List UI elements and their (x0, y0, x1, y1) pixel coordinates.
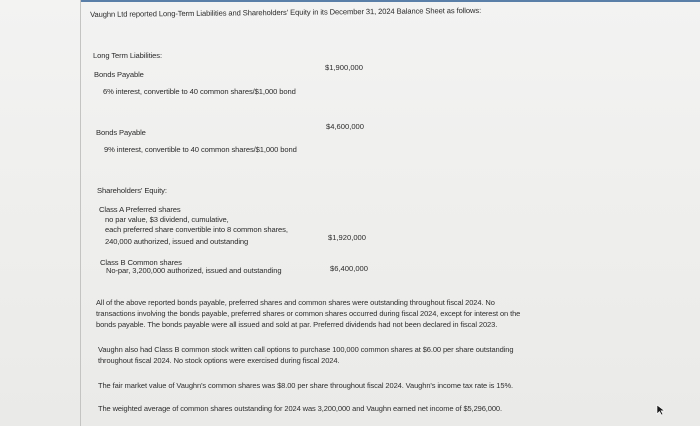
class-a-line-1: no par value, $3 dividend, cumulative, (105, 215, 229, 224)
class-a-line-2: each preferred share convertible into 8 common shares, (105, 225, 288, 234)
class-b-detail: No-par, 3,200,000 authorized, issued and outstanding (106, 266, 282, 275)
note-paragraph-2 (98, 345, 513, 367)
note-2-line-1: Vaughn also had Class B common stock written call options to purchase 100,000 common shares at $6.00 per share outstanding (98, 345, 514, 354)
shareholders-equity-heading: Shareholders' Equity: (97, 186, 167, 195)
bonds-payable-2-detail: 9% interest, convertible to 40 common shares/$1,000 bond (104, 145, 297, 154)
bonds-payable-1-detail: 6% interest, convertible to 40 common shares/$1,000 bond (103, 87, 296, 96)
class-b-label: Class B Common shares (100, 258, 182, 267)
note-paragraph-3: The fair market value of Vaughn's common shares was $8.00 per share throughout fiscal 2024. Vaughn's income tax rate is 15%. (98, 381, 514, 390)
top-border-line (80, 0, 700, 2)
bonds-payable-2-label: Bonds Payable (96, 128, 146, 137)
note-1-line-3: bonds payable. The bonds payable were all issued and sold at par. Preferred dividends had not been declared in fiscal 2023. (96, 319, 498, 329)
intro-text: Vaughn Ltd reported Long-Term Liabilities and Shareholders' Equity in its December 31, 2024 Balance Sheet as follows: (90, 5, 482, 19)
class-a-line-3: 240,000 authorized, issued and outstanding (105, 237, 249, 246)
note-paragraph-1 (96, 298, 520, 330)
left-border-line (80, 0, 81, 426)
bonds-payable-1-amount: $1,900,000 (325, 63, 364, 72)
long-term-liabilities-heading: Long Term Liabilities: (93, 51, 162, 60)
mouse-pointer-icon (656, 404, 666, 416)
class-b-amount: $6,400,000 (330, 264, 369, 273)
note-1-line-1: All of the above reported bonds payable, preferred shares and common shares were outstanding throughout fiscal 2024. No (96, 298, 495, 307)
class-a-label: Class A Preferred shares (99, 205, 181, 214)
bonds-payable-2-amount: $4,600,000 (326, 122, 365, 131)
note-1-line-2: transactions involving the bonds payable, preferred shares or common shares occurred during fiscal 2024, except for interest on the (96, 308, 521, 318)
class-a-amount: $1,920,000 (328, 233, 367, 242)
bonds-payable-1-label: Bonds Payable (94, 70, 144, 79)
note-2-line-2: throughout fiscal 2024. No stock options were exercised during fiscal 2024. (98, 355, 340, 365)
note-paragraph-4: The weighted average of common shares outstanding for 2024 was 3,200,000 and Vaughn earned net income of $5,296,000. (98, 404, 502, 413)
